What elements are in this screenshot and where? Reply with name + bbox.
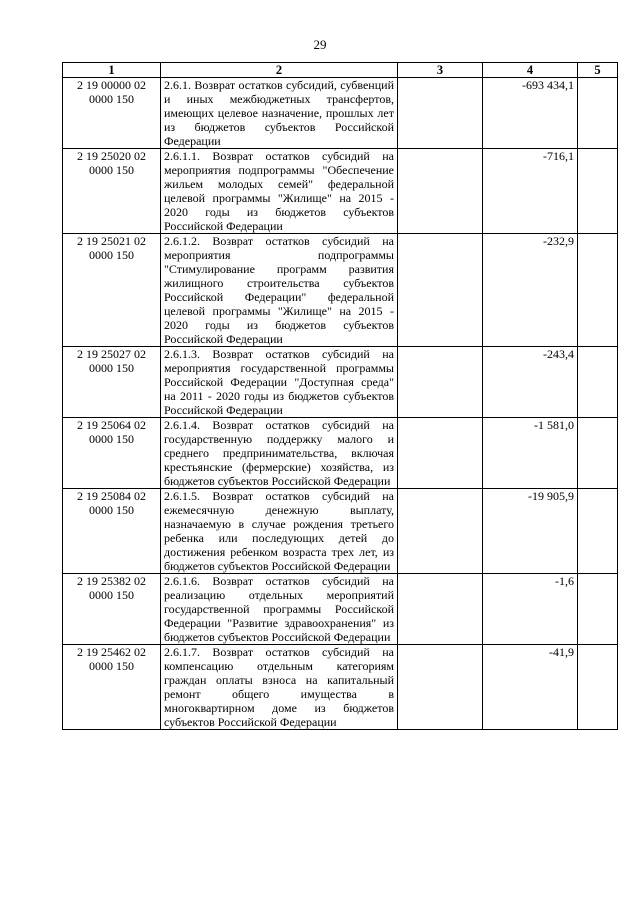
classification-code: 2 19 25021 02 0000 150 [63, 234, 161, 347]
amount-value: -1 581,0 [483, 418, 578, 489]
classification-code: 2 19 25462 02 0000 150 [63, 645, 161, 730]
empty-cell [398, 645, 483, 730]
table-row [63, 234, 618, 347]
classification-code: 2 19 00000 02 0000 150 [63, 78, 161, 149]
income-name: 2.6.1.4. Возврат остатков субсидий на государственную поддержку малого и среднего предпринимательства, включая крестьянские (фермерские) хозяйства, из бюджетов субъектов Российской Федерации [161, 418, 398, 489]
column-header-2: 2 [161, 63, 398, 78]
amount-value: -1,6 [483, 574, 578, 645]
amount-value: -243,4 [483, 347, 578, 418]
table-row [63, 574, 618, 645]
empty-cell [398, 347, 483, 418]
empty-cell [578, 347, 618, 418]
empty-cell [398, 418, 483, 489]
table-row [63, 149, 618, 234]
classification-code: 2 19 25027 02 0000 150 [63, 347, 161, 418]
column-header-5: 5 [578, 63, 618, 78]
empty-cell [578, 489, 618, 574]
table-row [63, 645, 618, 730]
classification-code: 2 19 25382 02 0000 150 [63, 574, 161, 645]
empty-cell [578, 645, 618, 730]
empty-cell [398, 78, 483, 149]
table-row [63, 489, 618, 574]
classification-code: 2 19 25020 02 0000 150 [63, 149, 161, 234]
empty-cell [578, 234, 618, 347]
amount-value: -716,1 [483, 149, 578, 234]
amount-value: -232,9 [483, 234, 578, 347]
empty-cell [578, 78, 618, 149]
income-name: 2.6.1.3. Возврат остатков субсидий на мероприятия государственной программы Российской Федерации "Доступная среда" на 2011 - 2020 годы из бюджетов субъектов Российской Федерации [161, 347, 398, 418]
income-name: 2.6.1.6. Возврат остатков субсидий на реализацию отдельных мероприятий государственной программы Российской Федерации "Развитие здравоохранения" из бюджетов субъектов Российской Федерации [161, 574, 398, 645]
income-name: 2.6.1.1. Возврат остатков субсидий на мероприятия подпрограммы "Обеспечение жильем молодых семей" федеральной целевой программы "Жилище" на 2015 - 2020 годы из бюджетов субъектов Российской Федерации [161, 149, 398, 234]
header-row [63, 63, 618, 78]
income-name: 2.6.1.2. Возврат остатков субсидий на мероприятия подпрограммы "Стимулирование программ развития жилищного строительства субъектов Российской Федерации" федеральной целевой программы "Жилище" на 2015 - 2020 годы из бюджетов субъектов Российской Федерации [161, 234, 398, 347]
table-row [63, 418, 618, 489]
empty-cell [398, 574, 483, 645]
amount-value: -41,9 [483, 645, 578, 730]
empty-cell [398, 149, 483, 234]
income-name: 2.6.1. Возврат остатков субсидий, субвенций и иных межбюджетных трансфертов, имеющих целевое назначение, прошлых лет из бюджетов субъектов Российской Федерации [161, 78, 398, 149]
budget-table [62, 62, 618, 730]
classification-code: 2 19 25084 02 0000 150 [63, 489, 161, 574]
table-row [63, 347, 618, 418]
income-name: 2.6.1.5. Возврат остатков субсидий на ежемесячную денежную выплату, назначаемую в случае рождения третьего ребенка или последующих детей до достижения ребенком возраста трех лет, из бюджетов субъектов Российской Федерации [161, 489, 398, 574]
empty-cell [398, 234, 483, 347]
income-name: 2.6.1.7. Возврат остатков субсидий на компенсацию отдельным категориям граждан оплаты взноса на капитальный ремонт общего имущества в многоквартирном доме из бюджетов субъектов Российской Федерации [161, 645, 398, 730]
empty-cell [578, 574, 618, 645]
classification-code: 2 19 25064 02 0000 150 [63, 418, 161, 489]
amount-value: -19 905,9 [483, 489, 578, 574]
column-header-4: 4 [483, 63, 578, 78]
empty-cell [578, 418, 618, 489]
table-row [63, 78, 618, 149]
page-number: 29 [313, 37, 327, 52]
column-header-3: 3 [398, 63, 483, 78]
column-header-1: 1 [63, 63, 161, 78]
empty-cell [578, 149, 618, 234]
amount-value: -693 434,1 [483, 78, 578, 149]
empty-cell [398, 489, 483, 574]
